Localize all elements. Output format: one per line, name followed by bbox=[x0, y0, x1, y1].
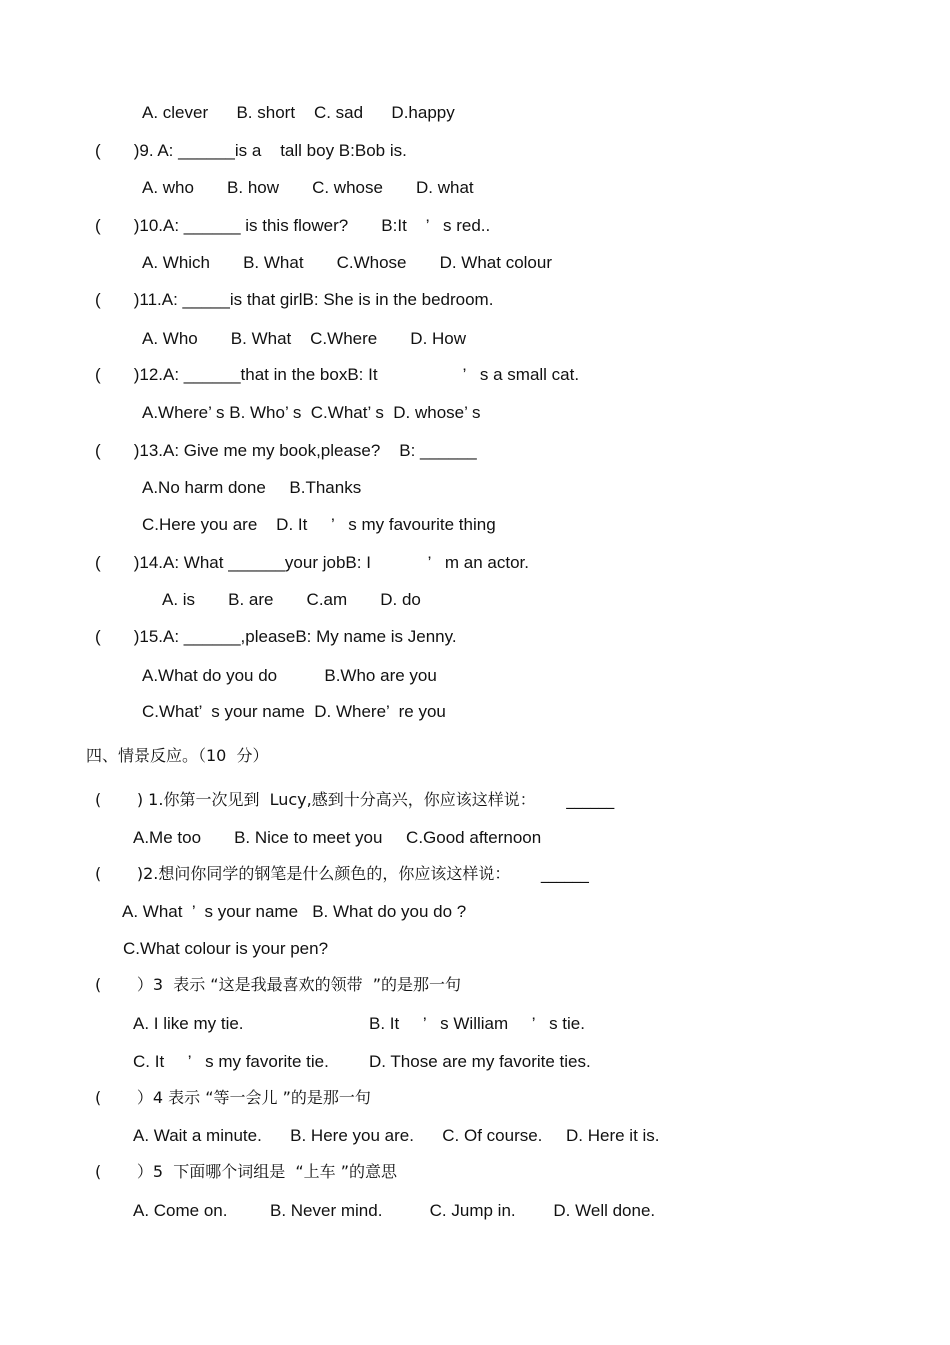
s4-q4-question: ( ）4 表示 “等一会儿 ”的是那一句 bbox=[95, 1088, 371, 1107]
s4-q3-option-b: B. It ’ s William ’ s tie. bbox=[369, 1014, 585, 1033]
q15-options-a-b: A.What do you do B.Who are you bbox=[142, 666, 437, 685]
section-4-heading: 四、情景反应。（10 分） bbox=[86, 746, 269, 765]
s4-q2-options-a-b: A. What ’ s your name B. What do you do ? bbox=[122, 902, 467, 921]
q13-options-a-b: A.No harm done B.Thanks bbox=[142, 478, 362, 497]
s4-q5-options: A. Come on. B. Never mind. C. Jump in. D. Well done. bbox=[133, 1201, 656, 1220]
s4-q3-option-a: A. I like my tie. bbox=[133, 1014, 244, 1033]
q14-question: ( )14.A: What ______your jobB: I ’ m an actor. bbox=[95, 553, 530, 572]
s4-q2-question: ( )2.想问你同学的钢笔是什么颜色的，你应该这样说： ______ bbox=[95, 864, 589, 883]
s4-q5-question: ( ）5 下面哪个词组是 “上车 ”的意思 bbox=[95, 1162, 398, 1181]
q10-question: ( )10.A: ______ is this flower? B:It ’ s red.. bbox=[95, 216, 491, 235]
q14-options: A. is B. are C.am D. do bbox=[162, 590, 421, 609]
s4-q3-option-d: D. Those are my favorite ties. bbox=[369, 1052, 591, 1071]
q9-options: A. who B. how C. whose D. what bbox=[142, 178, 474, 197]
s4-q1-options: A.Me too B. Nice to meet you C.Good afternoon bbox=[133, 828, 542, 847]
s4-q3-question: ( ）3 表示 “这是我最喜欢的领带 ”的是那一句 bbox=[95, 975, 462, 994]
q13-options-c-d: C.Here you are D. It ’ s my favourite thing bbox=[142, 515, 496, 534]
q9-question: ( )9. A: ______is a tall boy B:Bob is. bbox=[95, 141, 407, 160]
q12-question: ( )12.A: ______that in the boxB: It ’ s a small cat. bbox=[95, 365, 580, 384]
q12-options: A.Where’ s B. Who’ s C.What’ s D. whose’ s bbox=[142, 403, 481, 422]
q11-options: A. Who B. What C.Where D. How bbox=[142, 329, 467, 348]
s4-q4-options: A. Wait a minute. B. Here you are. C. Of course. D. Here it is. bbox=[133, 1126, 660, 1145]
q13-question: ( )13.A: Give me my book,please? B: ______ bbox=[95, 441, 477, 460]
q15-options-c-d: C.What’ s your name D. Where’ re you bbox=[142, 702, 446, 721]
q8-options: A. clever B. short C. sad D.happy bbox=[142, 103, 455, 122]
s4-q2-option-c: C.What colour is your pen? bbox=[123, 939, 329, 958]
q15-question: ( )15.A: ______,pleaseB: My name is Jenny. bbox=[95, 627, 457, 646]
s4-q3-option-c: C. It ’ s my favorite tie. bbox=[133, 1052, 329, 1071]
q11-question: ( )11.A: _____is that girlB: She is in the bedroom. bbox=[95, 290, 494, 309]
s4-q1-question: ( ) 1.你第一次见到 Lucy,感到十分高兴，你应该这样说： ______ bbox=[95, 790, 615, 809]
q10-options: A. Which B. What C.Whose D. What colour bbox=[142, 253, 553, 272]
